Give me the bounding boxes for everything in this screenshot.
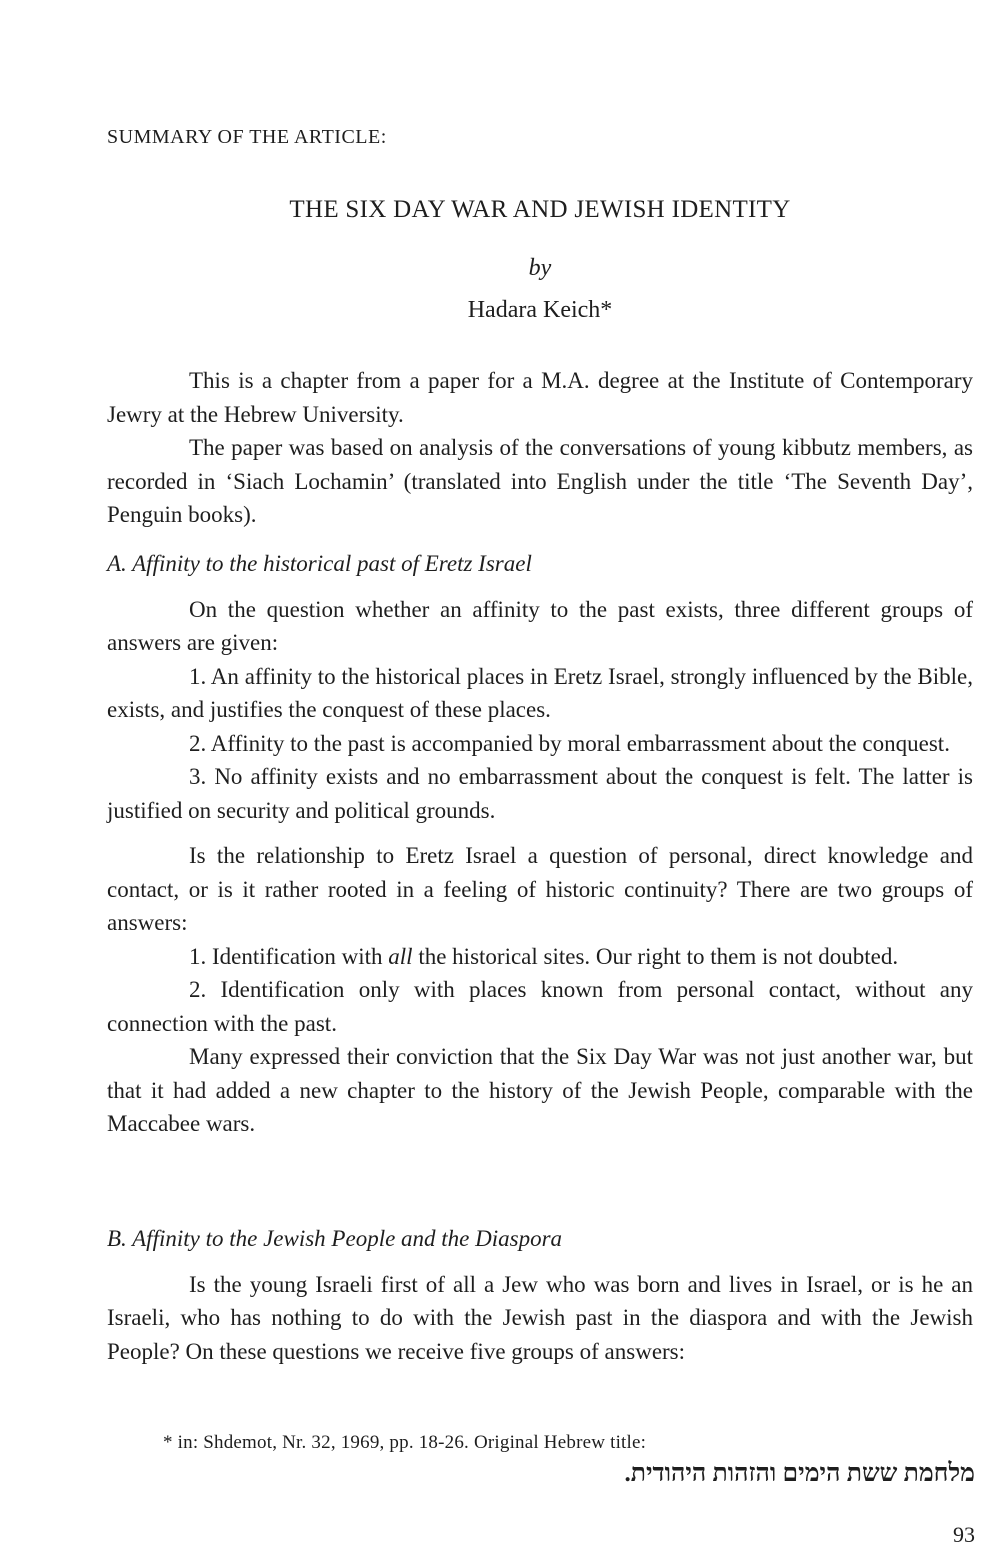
section-a-q1-item-1: 1. An affinity to the historical places in Eretz Israel, strongly influenced by the Bible, exists, and justifies the conquest of these places. (107, 663, 973, 722)
section-a-closing: Many expressed their conviction that the Six Day War was not just another war, but that it had added a new chapter to the history of the Jewish People, comparable with the Maccabee wars. (107, 1044, 973, 1136)
section-a-question-2: Is the relationship to Eretz Israel a question of personal, direct knowledge and contact, or is it rather rooted in a feeling of historic continuity? There are two groups of answers: (107, 843, 973, 935)
footnote: * in: Shdemot, Nr. 32, 1969, pp. 18-26. Original Hebrew title: (163, 1432, 647, 1453)
section-b (107, 1222, 973, 1368)
section-a-q2-item-2: 2. Identification only with places known from personal contact, without any connection with the past. (107, 977, 973, 1036)
q2-item1-end: the historical sites. Our right to them is not doubted. (412, 943, 899, 969)
intro-block (107, 364, 973, 532)
q2-item1-emphasis: all (388, 943, 413, 969)
hebrew-title: מלחמת ששת הימים והזהות היהודית. (624, 1460, 975, 1487)
intro-paragraph-2: The paper was based on analysis of the conversations of young kibbutz members, as recorded in ‘Siach Lochamin’ (translated into English under the title ‘The Seventh Day’, Penguin books). (107, 435, 973, 527)
author-name: Hadara Keich* (467, 297, 613, 323)
byline-by: by (528, 255, 552, 281)
section-a (107, 547, 973, 1141)
page-number: 93 (953, 1522, 975, 1547)
article-title: THE SIX DAY WAR AND JEWISH IDENTITY (289, 196, 791, 223)
q2-item1-start: 1. Identification with (189, 943, 389, 969)
section-a-q1-item-3: 3. No affinity exists and no embarrassment about the conquest is felt. The latter is justified on security and political grounds. (107, 764, 973, 823)
intro-paragraph-1: This is a chapter from a paper for a M.A. degree at the Institute of Contemporary Jewry at the Hebrew University. (107, 368, 973, 427)
section-b-paragraph-1: Is the young Israeli first of all a Jew who was born and lives in Israel, or is he an Israeli, who has nothing to do with the Jewish past in the diaspora and with the Jewish People? On these questions we receive five groups of answers: (107, 1271, 973, 1364)
section-a-heading: A. Affinity to the historical past of Eretz Israel (107, 551, 532, 576)
section-a-q2-item-1 (107, 940, 973, 974)
summary-label: SUMMARY OF THE ARTICLE: (107, 126, 387, 148)
section-b-heading: B. Affinity to the Jewish People and the Diaspora (107, 1226, 563, 1251)
section-a-q1-item-2: 2. Affinity to the past is accompanied by moral embarrassment about the conquest. (189, 730, 950, 756)
section-a-question-1: On the question whether an affinity to the past exists, three different groups of answers are given: (107, 596, 973, 655)
